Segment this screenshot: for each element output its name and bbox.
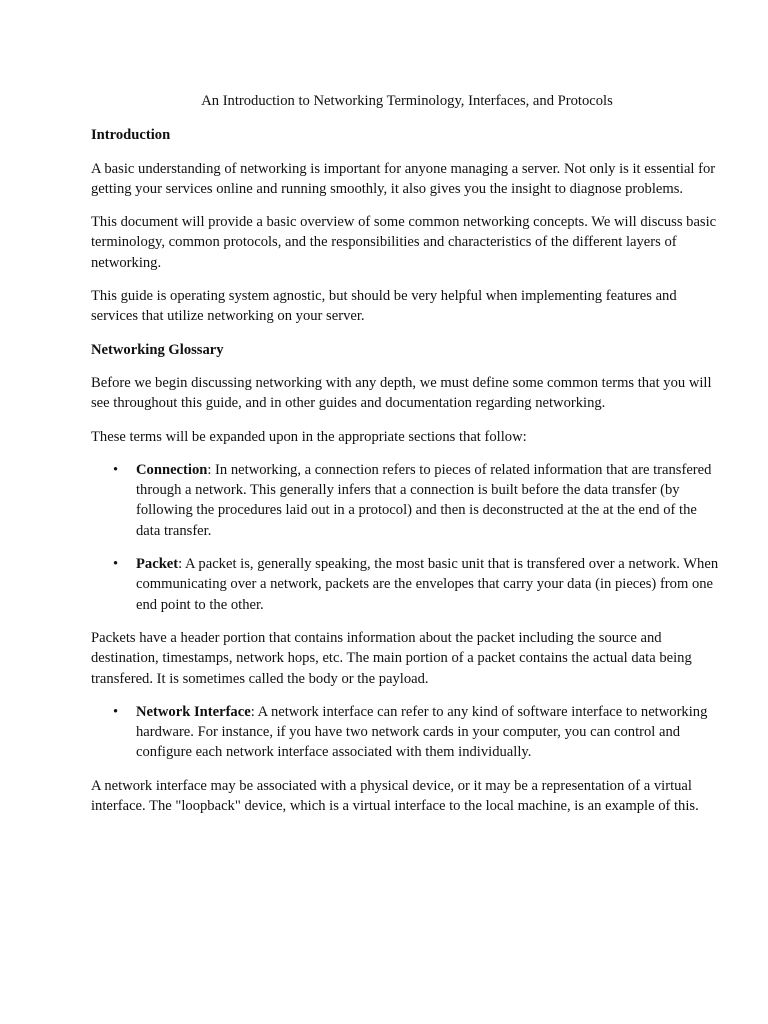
glossary-list-a — [91, 460, 723, 615]
glossary-item-connection — [91, 460, 723, 541]
glossary-definition: : A network interface can refer to any kind of software interface to networking hardware. For instance, if you have two network cards in your computer, you can control and configure each network interface associated with them individually. — [136, 703, 708, 761]
glossary-definition: : A packet is, generally speaking, the most basic unit that is transfered over a network. When communicating over a network, packets are the envelopes that carry your data (in pieces) from one end point to the other. — [136, 556, 719, 613]
bullet-icon: • — [113, 461, 119, 478]
glossary-item-network-interface — [91, 702, 723, 763]
glossary-definition: : In networking, a connection refers to pieces of related information that are transfered through a network. This generally infers that a connection is built before the data transfer (by following the procedures laid out in a protocol) and then is deconstructed at the at the end of the data transfer. — [136, 461, 712, 539]
document-title: An Introduction to Networking Terminology, Interfaces, and Protocols — [201, 93, 613, 109]
bullet-icon: • — [113, 556, 119, 573]
glossary-term: Connection — [136, 461, 208, 478]
glossary-paragraph-2: These terms will be expanded upon in the appropriate sections that follow: — [91, 428, 527, 445]
glossary-list-b — [91, 702, 723, 763]
glossary-term: Packet — [136, 556, 179, 573]
interface-paragraph: A network interface may be associated with a physical device, or it may be a representation of a virtual interface. The "loopback" device, which is a virtual interface to the local machine, is an example of this. — [91, 777, 699, 815]
document-page — [91, 91, 723, 829]
bullet-icon: • — [113, 703, 119, 720]
packet-paragraph: Packets have a header portion that contains information about the packet including the source and destination, timestamps, network hops, etc. The main portion of a packet contains the actual data being transfered. It is sometimes called the body or the payload. — [91, 629, 692, 687]
glossary-item-packet — [91, 554, 723, 615]
glossary-term: Network Interface — [136, 703, 251, 720]
intro-paragraph-2: This document will provide a basic overview of some common networking concepts. We will discuss basic terminology, common protocols, and the responsibilities and characteristics of the different layers of networking. — [91, 214, 717, 271]
intro-paragraph-3: This guide is operating system agnostic, but should be very helpful when implementing features and services that utilize networking on your server. — [91, 288, 677, 325]
introduction-heading: Introduction — [91, 127, 171, 144]
glossary-paragraph-1: Before we begin discussing networking with any depth, we must define some common terms that you will see throughout this guide, and in other guides and documentation regarding networking. — [91, 374, 712, 412]
glossary-heading: Networking Glossary — [91, 341, 224, 358]
intro-paragraph-1: A basic understanding of networking is important for anyone managing a server. Not only is it essential for getting your services online and running smoothly, it also gives you the insight to diagnose problems. — [91, 160, 716, 197]
